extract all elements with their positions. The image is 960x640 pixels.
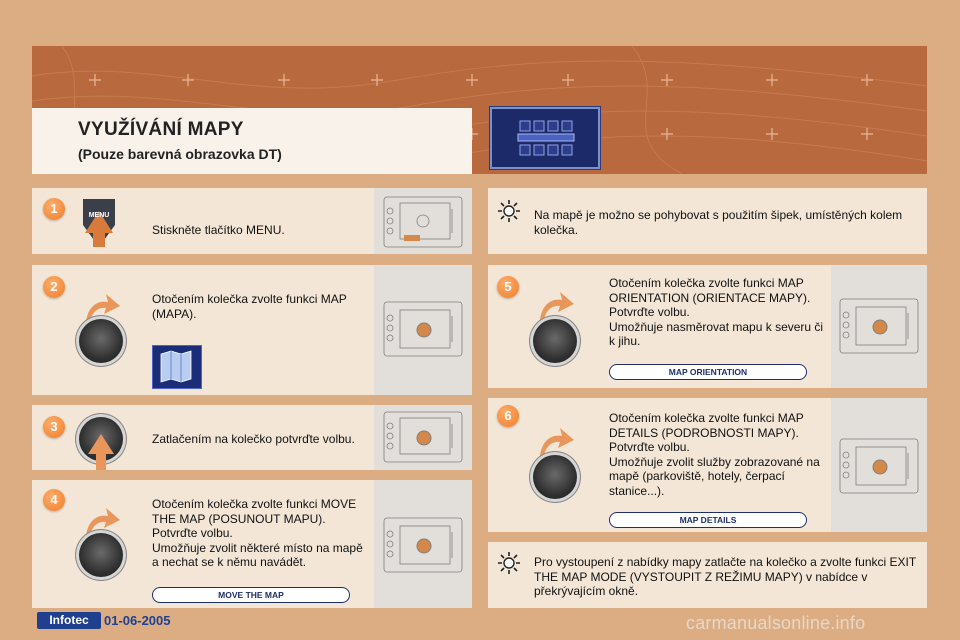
move-the-map-label: MOVE THE MAP [152, 587, 350, 603]
display-screen-icon [490, 107, 600, 169]
tip-1-text: Na mapě je možno se pohybovat s použitím šipek, umístěných kolem kolečka. [534, 208, 903, 237]
step-1-badge: 1 [43, 198, 65, 220]
step-3-text: Zatlačením na kolečko potvrďte volbu. [152, 432, 355, 446]
step-6-text: Otočením kolečka zvolte funkci MAP DETAILS (PODROBNOSTI MAPY). Potvrďte volbu. Umožňuje zvolit služby zobrazované na mapě (parkoviště, hotely, čerpací stanice...). [609, 411, 820, 498]
map-details-label: MAP DETAILS [609, 512, 807, 528]
device-panel-icon [382, 193, 464, 256]
page-title: VYUŽÍVÁNÍ MAPY [78, 119, 244, 140]
step-6-badge: 6 [497, 405, 519, 427]
step-5-badge: 5 [497, 276, 519, 298]
watermark: carmanualsonline.info [686, 613, 866, 633]
title-box [32, 108, 472, 174]
step-4-text: Otočením kolečka zvolte funkci MOVE THE MAP (POSUNOUT MAPU). Potvrďte volbu. Umožňuje zvolit některé místo na mapě a nechat se k němu navádět. [152, 497, 363, 569]
device-panel-icon [382, 408, 464, 471]
device-panel-icon [838, 295, 920, 362]
tip-2-text: Pro vystoupení z nabídky mapy zatlačte na kolečko a zvolte funkci EXIT THE MAP MODE (VYSTOUPIT Z REŽIMU MAPY) v nabídce v překrývajícím okně. [534, 555, 916, 598]
device-panel-icon [382, 298, 464, 365]
sun-tip-icon [496, 550, 522, 576]
map-book-icon [152, 345, 202, 389]
menu-button-icon [80, 197, 118, 249]
knob-icon [530, 452, 580, 502]
step-2-badge: 2 [43, 276, 65, 298]
sun-tip-icon [496, 198, 522, 224]
push-arrow-icon [86, 432, 116, 472]
menu-label: MENU [88, 212, 110, 219]
step-3-badge: 3 [43, 416, 65, 438]
step-1-text: Stiskněte tlačítko MENU. [152, 223, 285, 237]
map-orientation-label: MAP ORIENTATION [609, 364, 807, 380]
device-panel-icon [838, 435, 920, 502]
step-5-text: Otočením kolečka zvolte funkci MAP ORIENTATION (ORIENTACE MAPY). Potvrďte volbu. Umožňuje nasměrovat mapu k severu či k jihu. [609, 276, 824, 348]
device-panel-icon [382, 514, 464, 581]
knob-icon [76, 530, 126, 580]
footer-date: 01-06-2005 [104, 613, 171, 628]
step-2-text: Otočením kolečka zvolte funkci MAP (MAPA). [152, 292, 347, 321]
page-subtitle: (Pouze barevná obrazovka DT) [78, 146, 282, 162]
infotec-logo: Infotec [37, 612, 101, 629]
knob-icon [76, 316, 126, 366]
step-4-badge: 4 [43, 489, 65, 511]
knob-icon [530, 316, 580, 366]
